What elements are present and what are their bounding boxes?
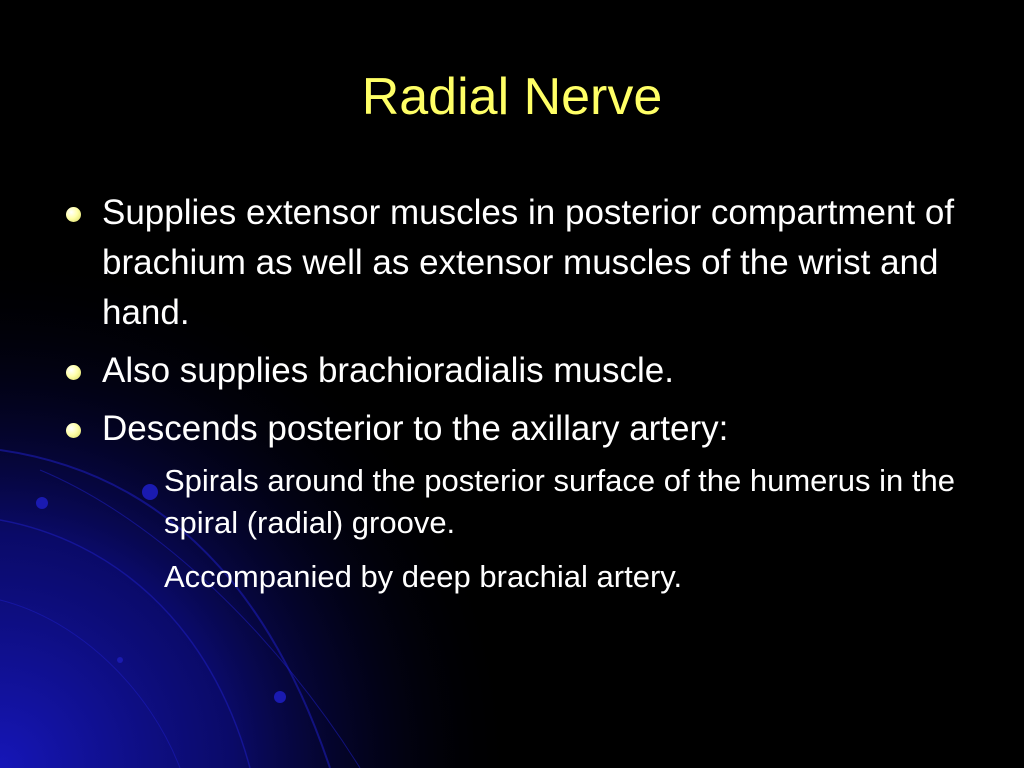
bullet-text: Descends posterior to the axillary artery: [102,409,729,448]
decor-dot [274,691,286,703]
bullet-list [64,188,964,610]
decor-dot [36,497,48,509]
sub-bullet-item: Spirals around the posterior surface of the humerus in the spiral (radial) groove. [164,463,955,540]
sub-bullet-item: Accompanied by deep brachial artery. [164,559,683,594]
bullet-dot-icon [66,423,81,438]
bullet-item [64,404,964,598]
bullet-item [64,346,964,396]
bullet-text: Supplies extensor muscles in posterior compartment of brachium as well as extensor muscles of the wrist and hand. [102,193,955,332]
bullet-dot-icon [66,365,81,380]
slide-title: Radial Nerve [361,68,663,126]
bullet-dot-icon [66,207,81,222]
bullet-item [64,188,964,338]
sub-bullet-list [102,460,964,598]
decor-dot [117,657,123,663]
bullet-text: Also supplies brachioradialis muscle. [102,351,674,390]
